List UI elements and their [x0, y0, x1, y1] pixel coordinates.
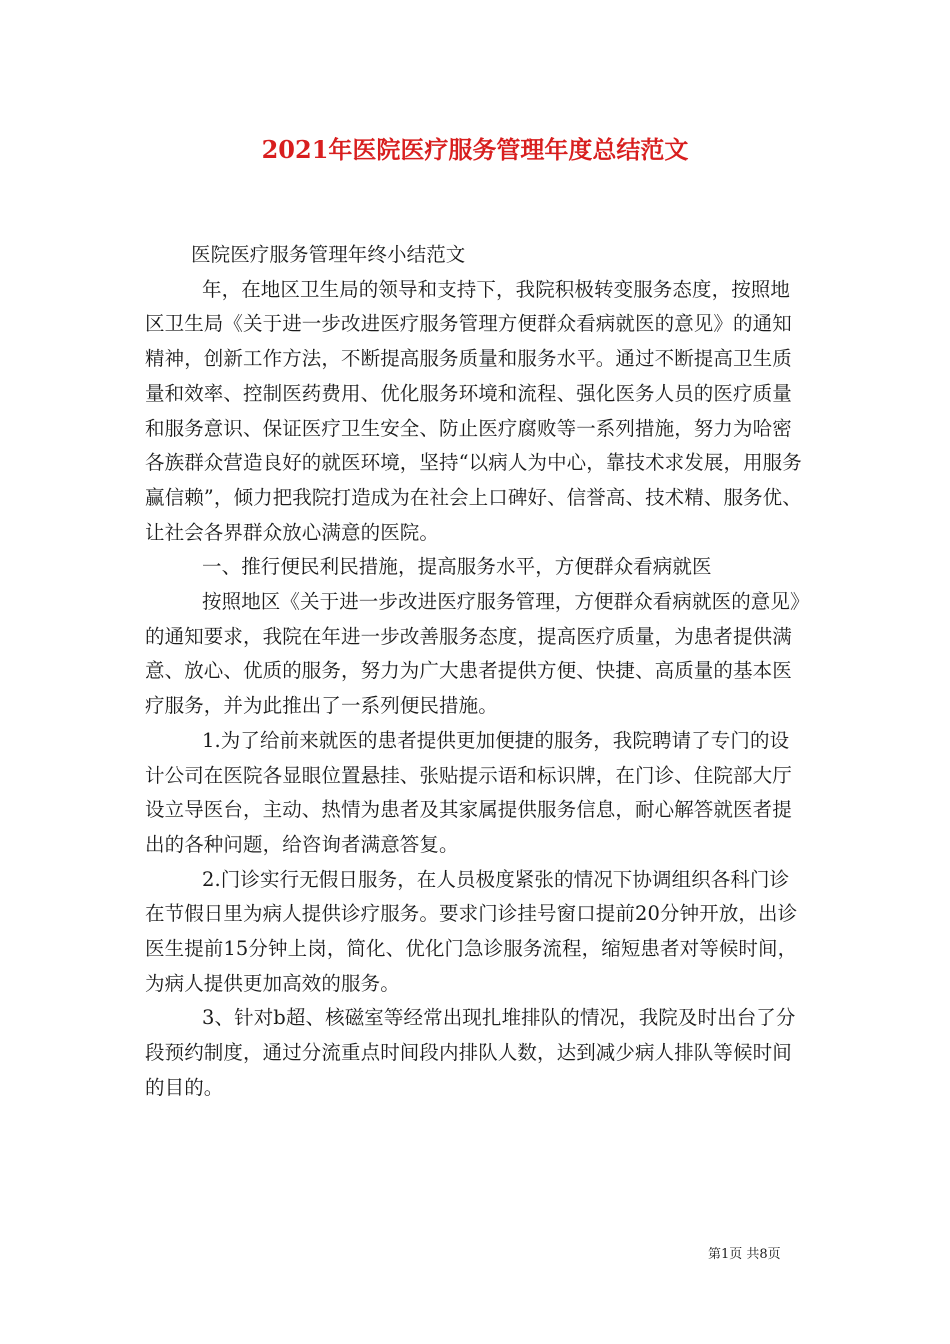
item-1-paragraph: 1.为了给前来就医的患者提供更加便捷的服务，我院聘请了专门的设计公司在医院各显眼位置悬挂、张贴提示语和标识牌，在门诊、住院部大厅设立导医台，主动、热情为患者及其家属提供服务信息，耐心解答就医者提出的各种问题，给咨询者满意答复。	[145, 728, 792, 856]
item-2-paragraph: 2.门诊实行无假日服务，在人员极度紧张的情况下协调组织各科门诊在节假日里为病人提供诊疗服务。要求门诊挂号窗口提前20分钟开放，出诊医生提前15分钟上岗，简化、优化门急诊服务流程，缩短患者对等候时间，为病人提供更加高效的服务。	[145, 867, 798, 995]
section-heading-1: 一、推行便民利民措施，提高服务水平，方便群众看病就医	[202, 555, 712, 579]
page-number-footer: 第1页 共8页	[708, 1247, 781, 1262]
subtitle-paragraph: 医院医疗服务管理年终小结范文	[191, 243, 466, 266]
document-body	[145, 238, 805, 1106]
page-title: 2021年医院医疗服务管理年度总结范文	[261, 135, 689, 164]
section-1-paragraph: 按照地区《关于进一步改进医疗服务管理，方便群众看病就医的意见》的通知要求，我院在年进一步改善服务态度，提高医疗质量，为患者提供满意、放心、优质的服务，努力为广大患者提供方便、快捷、高质量的基本医疗服务，并为此推出了一系列便民措施。	[145, 590, 800, 718]
intro-paragraph: 年，在地区卫生局的领导和支持下，我院积极转变服务态度，按照地区卫生局《关于进一步改进医疗服务管理方便群众看病就医的意见》的通知精神，创新工作方法，不断提高服务质量和服务水平。通过不断提高卫生质量和效率、控制医药费用、优化服务环境和流程、强化医务人员的医疗质量和服务意识、保证医疗卫生安全、防止医疗腐败等一系列措施，努力为哈密各族群众营造良好的就医环境，坚持“以病人为中心，靠技术求发展，用服务赢信赖”，倾力把我院打造成为在社会上口碑好、信誉高、技术精、服务优、让社会各界群众放心满意的医院。	[145, 277, 802, 544]
item-3-paragraph: 3、针对b超、核磁室等经常出现扎堆排队的情况，我院及时出台了分段预约制度，通过分流重点时间段内排队人数，达到减少病人排队等候时间的目的。	[145, 1006, 796, 1099]
